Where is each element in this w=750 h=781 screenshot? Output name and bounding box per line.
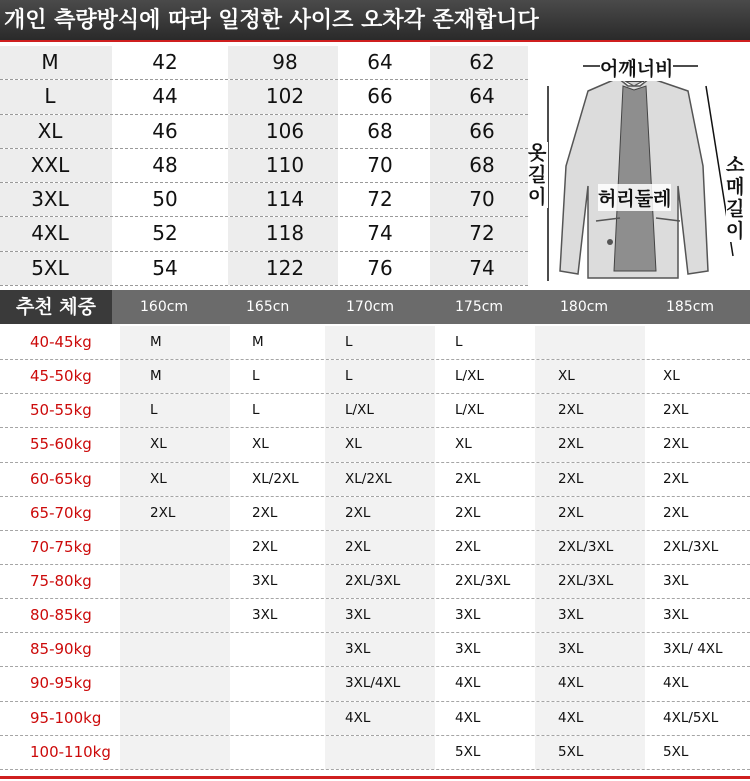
size-table xyxy=(0,46,528,286)
size-value: 68 xyxy=(469,152,495,177)
size-value: 72 xyxy=(469,221,495,246)
recommended-size: XL/2XL xyxy=(345,470,392,487)
recommended-size: XL xyxy=(558,368,575,385)
recommended-size: L/XL xyxy=(345,402,374,419)
recommended-size: 2XL xyxy=(558,470,584,487)
recommended-size: XL xyxy=(345,436,362,453)
weight-range: 60-65kg xyxy=(30,469,92,488)
recommended-size: L xyxy=(252,402,260,419)
size-value: 62 xyxy=(469,50,495,74)
recommended-size: 3XL xyxy=(558,607,584,624)
recommended-size: L/XL xyxy=(455,402,484,419)
sleeve-label: 소매길이 xyxy=(726,154,748,242)
recommended-size: 3XL xyxy=(455,641,481,658)
weight-range: 85-90kg xyxy=(30,640,92,659)
size-label: M xyxy=(41,50,59,74)
recommended-size: 2XL xyxy=(345,504,371,521)
weight-range: 90-95kg xyxy=(30,674,92,693)
size-label: XL xyxy=(37,118,63,143)
recommended-size: 2XL/3XL xyxy=(345,572,401,589)
size-value: 70 xyxy=(469,187,495,212)
recommended-size: 2XL/3XL xyxy=(663,538,719,555)
size-row xyxy=(0,252,528,286)
size-value: 74 xyxy=(469,255,495,280)
weight-range: 40-45kg xyxy=(30,333,92,351)
waist-label: 허리둘레 xyxy=(598,184,671,211)
recommended-size: 4XL xyxy=(558,675,584,692)
recommended-size: M xyxy=(150,368,162,385)
size-value: 70 xyxy=(367,152,393,177)
height-160: 160cm xyxy=(140,299,189,315)
recommended-size: 2XL xyxy=(663,504,689,521)
recommend-row xyxy=(0,326,750,360)
recommended-size: 5XL xyxy=(558,743,584,760)
recommended-size: 3XL xyxy=(345,641,371,658)
recommended-size: 2XL xyxy=(663,436,689,453)
recommended-size: 2XL xyxy=(663,402,689,419)
size-value: 122 xyxy=(265,255,305,280)
weight-range: 50-55kg xyxy=(30,401,92,420)
recommended-size: 3XL xyxy=(558,641,584,658)
recommended-size: 2XL xyxy=(558,504,584,521)
recommended-size: XL xyxy=(252,436,269,453)
recommended-size: 2XL/3XL xyxy=(558,572,614,589)
recommended-size: 2XL xyxy=(558,436,584,453)
weight-range: 95-100kg xyxy=(30,708,102,727)
weight-range: 70-75kg xyxy=(30,537,92,556)
shoulder-label: 어깨너비 xyxy=(600,54,673,81)
jacket-diagram xyxy=(528,46,750,290)
recommended-size: 2XL xyxy=(558,402,584,419)
size-value: 102 xyxy=(265,84,305,109)
size-row xyxy=(0,183,528,217)
recommended-size: XL xyxy=(663,368,680,385)
height-165: 165cn xyxy=(246,299,290,315)
recommend-row xyxy=(0,736,750,770)
size-value: 42 xyxy=(152,50,178,74)
recommended-size: 5XL xyxy=(455,743,481,760)
recommended-size: 3XL xyxy=(663,572,689,589)
recommended-size: 2XL xyxy=(455,538,481,555)
size-value: 114 xyxy=(265,187,305,212)
size-value: 54 xyxy=(152,255,178,280)
recommended-size: 2XL/3XL xyxy=(558,538,614,555)
recommend-row xyxy=(0,497,750,531)
size-value: 66 xyxy=(367,84,393,109)
recommended-size: 4XL xyxy=(663,675,689,692)
size-row xyxy=(0,115,528,149)
recommended-size: 3XL xyxy=(252,607,278,624)
recommended-size: XL xyxy=(150,436,167,453)
size-value: 46 xyxy=(152,118,178,143)
length-label: 옷길이 xyxy=(528,142,547,208)
size-value: 106 xyxy=(265,118,305,143)
size-value: 74 xyxy=(367,221,393,246)
jacket-illustration xyxy=(528,46,750,290)
size-value: 98 xyxy=(272,50,298,74)
height-170: 170cm xyxy=(346,299,395,315)
size-value: 64 xyxy=(469,84,495,109)
recommend-table xyxy=(0,326,750,770)
recommended-size: L/XL xyxy=(455,368,484,385)
recommended-size: 4XL xyxy=(345,709,371,726)
recommend-row xyxy=(0,531,750,565)
recommended-size: 4XL xyxy=(558,709,584,726)
recommended-size: L xyxy=(150,402,158,419)
recommended-size: 2XL xyxy=(150,504,176,521)
recommended-size: XL xyxy=(455,436,472,453)
recommended-size: 4XL xyxy=(455,675,481,692)
weight-range: 100-110kg xyxy=(30,742,111,761)
size-value: 44 xyxy=(152,84,178,109)
size-row xyxy=(0,217,528,251)
size-value: 50 xyxy=(152,187,178,212)
recommend-row xyxy=(0,633,750,667)
recommend-row xyxy=(0,667,750,701)
recommended-size: 4XL xyxy=(455,709,481,726)
recommend-row xyxy=(0,599,750,633)
recommended-size: 2XL xyxy=(345,538,371,555)
recommended-size: 5XL xyxy=(663,743,689,760)
recommend-header xyxy=(0,290,750,324)
size-value: 52 xyxy=(152,221,178,246)
recommend-row xyxy=(0,360,750,394)
recommend-row xyxy=(0,702,750,736)
recommend-row xyxy=(0,428,750,462)
size-value: 118 xyxy=(265,221,305,246)
recommended-size: 3XL/4XL xyxy=(345,675,401,692)
recommended-size: 2XL xyxy=(455,470,481,487)
recommended-size: L xyxy=(252,368,260,385)
size-row xyxy=(0,46,528,80)
size-label: 3XL xyxy=(31,187,69,212)
recommend-row xyxy=(0,463,750,497)
recommend-row xyxy=(0,565,750,599)
size-value: 68 xyxy=(367,118,393,143)
recommended-size: 3XL xyxy=(663,607,689,624)
recommended-size: 2XL xyxy=(252,538,278,555)
recommended-size: L xyxy=(455,334,463,350)
page-banner: 개인 측량방식에 따라 일정한 사이즈 오차각 존재합니다 xyxy=(0,0,750,42)
recommended-size: 2XL xyxy=(455,504,481,521)
size-value: 72 xyxy=(367,187,393,212)
recommended-size: XL xyxy=(150,470,167,487)
recommend-row xyxy=(0,394,750,428)
recommended-size: 3XL/ 4XL xyxy=(663,641,723,658)
recommended-size: L xyxy=(345,334,353,350)
recommended-size: L xyxy=(345,368,353,385)
recommended-size: 3XL xyxy=(455,607,481,624)
recommended-size: M xyxy=(150,334,162,350)
size-row xyxy=(0,149,528,183)
recommended-size: 2XL/3XL xyxy=(455,572,511,589)
recommended-size: M xyxy=(252,334,264,350)
recommended-size: 3XL xyxy=(345,607,371,624)
recommended-size: 3XL xyxy=(252,572,278,589)
weight-range: 55-60kg xyxy=(30,435,92,454)
weight-range: 45-50kg xyxy=(30,367,92,386)
size-value: 48 xyxy=(152,152,178,177)
weight-range: 75-80kg xyxy=(30,571,92,590)
height-185: 185cm xyxy=(666,299,715,315)
recommended-size: 4XL/5XL xyxy=(663,709,719,726)
recommended-size: 2XL xyxy=(663,470,689,487)
size-value: 64 xyxy=(367,50,393,74)
size-label: XXL xyxy=(30,152,70,177)
size-row xyxy=(0,80,528,114)
size-label: 5XL xyxy=(31,255,69,280)
weight-range: 65-70kg xyxy=(30,503,92,522)
size-label: 4XL xyxy=(31,221,69,246)
height-180: 180cm xyxy=(560,299,609,315)
recommended-size: 2XL xyxy=(252,504,278,521)
recommend-title: 추천 체중 xyxy=(0,290,112,324)
recommended-size: XL/2XL xyxy=(252,470,299,487)
size-label: L xyxy=(44,84,56,109)
size-value: 76 xyxy=(367,255,393,280)
height-175: 175cm xyxy=(455,299,504,315)
size-value: 110 xyxy=(265,152,305,177)
size-value: 66 xyxy=(469,118,495,143)
weight-range: 80-85kg xyxy=(30,606,92,625)
bottom-divider xyxy=(0,776,750,779)
